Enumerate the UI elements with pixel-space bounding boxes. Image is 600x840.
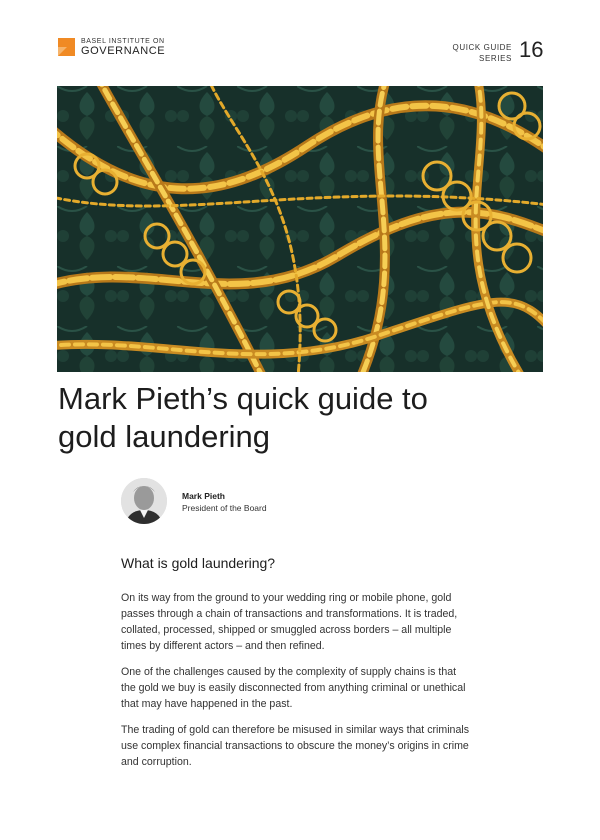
page-title-line2: gold laundering [58,419,271,454]
paragraph-3 [121,722,491,770]
logo-mark-icon [58,38,75,56]
paragraph-line: that may have happened in the past. [121,698,293,710]
author-role: President of the Board [182,503,267,513]
paragraph-line: passes through a chain of transactions and transformations. It is traded, [121,608,458,620]
series-number: 16 [519,37,544,62]
author-name: Mark Pieth [182,491,225,501]
author-avatar [121,478,167,524]
org-name-small: BASEL INSTITUTE ON [81,38,165,45]
basel-institute-logo [58,38,178,60]
paragraph-line: and corruption. [121,756,192,768]
paragraph-line: the gold we buy is easily disconnected from anything criminal or unethical [121,682,466,694]
gold-chains-image [57,86,543,372]
page-title [58,380,548,456]
paragraph-1 [121,590,491,654]
paragraph-2 [121,664,491,712]
paragraph-line: times by different actors – and then refined. [121,640,325,652]
paragraph-line: The trading of gold can therefore be misused in similar ways that criminals [121,724,469,736]
series-label [453,42,513,64]
author-portrait-icon [121,478,167,524]
org-name-large: GOVERNANCE [81,45,166,57]
series-label-line2: SERIES [479,54,512,63]
paragraph-line: On its way from the ground to your wedding ring or mobile phone, gold [121,592,452,604]
section-heading: What is gold laundering? [121,555,276,571]
paragraph-line: collated, processed, shipped or smuggled across borders – all multiple [121,624,452,636]
paragraph-line: One of the challenges caused by the complexity of supply chains is that [121,666,457,678]
gold-chains-illustration [57,86,543,372]
series-label-line1: QUICK GUIDE [452,43,512,52]
paragraph-line: use complex financial transactions to obscure the money’s origins in crime [121,740,469,752]
page-title-line1: Mark Pieth’s quick guide to [58,381,428,416]
